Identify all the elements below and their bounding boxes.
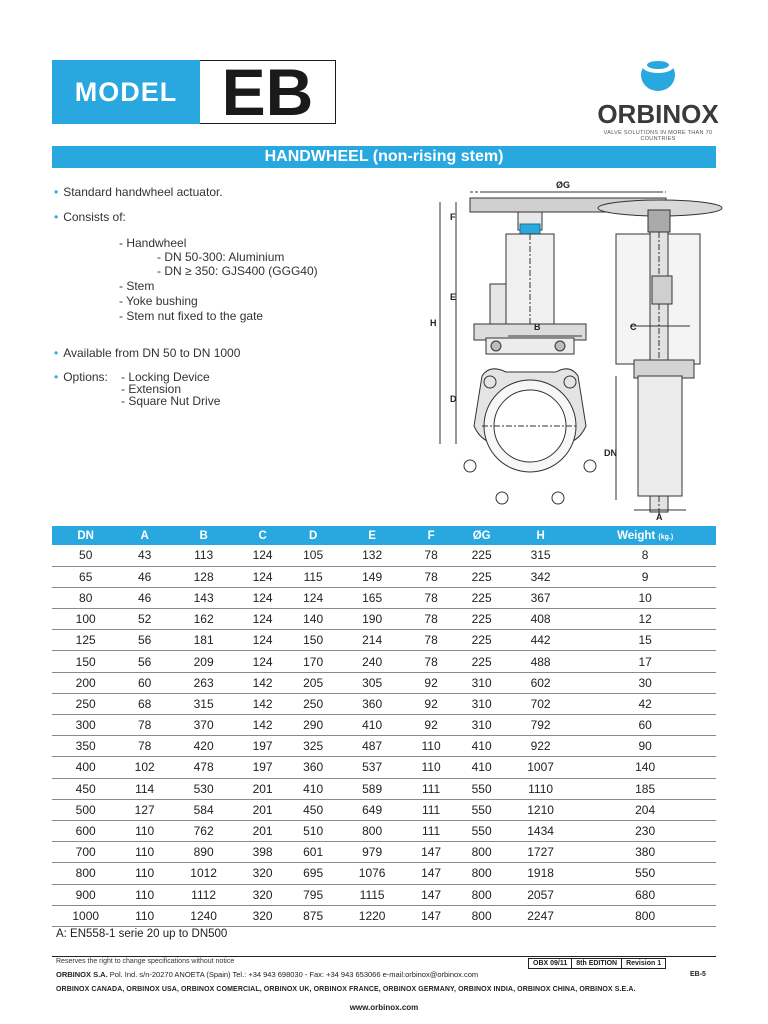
model-label-box: MODEL	[52, 60, 200, 124]
bullet-icon: •	[54, 346, 59, 360]
table-cell: 43	[119, 545, 170, 566]
table-cell: 702	[507, 693, 574, 714]
table-cell: 800	[52, 863, 119, 884]
table-cell: 150	[288, 630, 339, 651]
table-cell: 114	[119, 778, 170, 799]
table-cell: 190	[338, 609, 405, 630]
table-cell: 124	[288, 587, 339, 608]
table-cell: 800	[456, 842, 507, 863]
table-row	[52, 820, 716, 841]
table-cell: 310	[456, 672, 507, 693]
table-cell: 124	[237, 587, 288, 608]
table-cell: 300	[52, 715, 119, 736]
table-cell: 1210	[507, 799, 574, 820]
table-cell: 204	[574, 799, 716, 820]
table-cell: 147	[406, 842, 457, 863]
table-cell: 1240	[170, 905, 237, 926]
table-cell: 110	[119, 905, 170, 926]
table-cell: 115	[288, 566, 339, 587]
table-cell: 78	[406, 609, 457, 630]
table-cell: 600	[52, 820, 119, 841]
table-cell: 1007	[507, 757, 574, 778]
table-cell: 290	[288, 715, 339, 736]
table-cell: 400	[52, 757, 119, 778]
table-cell: 488	[507, 651, 574, 672]
table-row	[52, 799, 716, 820]
table-cell: 78	[406, 545, 457, 566]
revision-number: Revision 1	[626, 960, 662, 967]
col-weight-label: Weight	[617, 529, 656, 542]
table-cell: 250	[52, 693, 119, 714]
table-cell: 105	[288, 545, 339, 566]
table-cell: 602	[507, 672, 574, 693]
orbinox-logo-icon	[638, 56, 678, 92]
dim-label-b: B	[534, 322, 541, 332]
table-cell: 78	[406, 587, 457, 608]
table-cell: 111	[406, 820, 457, 841]
col-h: H	[507, 526, 574, 545]
col-weight-unit: (kg.)	[658, 533, 674, 541]
table-cell: 80	[52, 587, 119, 608]
table-cell: 2057	[507, 884, 574, 905]
table-cell: 1000	[52, 905, 119, 926]
company-name: ORBINOX S.A.	[56, 970, 108, 979]
table-cell: 132	[338, 545, 405, 566]
table-row	[52, 842, 716, 863]
part-handwheel: - Handwheel	[119, 236, 187, 250]
feature-consists-text: Consists of:	[63, 210, 126, 224]
table-cell: 149	[338, 566, 405, 587]
table-cell: 128	[170, 566, 237, 587]
table-cell: 380	[574, 842, 716, 863]
table-cell: 147	[406, 884, 457, 905]
table-cell: 310	[456, 693, 507, 714]
table-cell: 240	[338, 651, 405, 672]
table-cell: 46	[119, 587, 170, 608]
table-cell: 50	[52, 545, 119, 566]
table-cell: 410	[456, 736, 507, 757]
table-cell: 1918	[507, 863, 574, 884]
table-cell: 900	[52, 884, 119, 905]
dim-label-g: ØG	[556, 180, 571, 190]
table-cell: 792	[507, 715, 574, 736]
feature-standard	[54, 185, 223, 200]
specifications-table	[52, 526, 716, 927]
table-cell: 78	[406, 630, 457, 651]
table-cell: 398	[237, 842, 288, 863]
dim-label-f: F	[450, 212, 456, 222]
section-title: HANDWHEEL (non-rising stem)	[52, 146, 716, 168]
orbinox-logo	[590, 56, 726, 142]
footer-company-line	[56, 970, 478, 979]
table-cell: 110	[119, 842, 170, 863]
table-cell: 420	[170, 736, 237, 757]
table-cell: 197	[237, 757, 288, 778]
feature-available	[54, 346, 240, 361]
table-cell: 92	[406, 715, 457, 736]
table-cell: 979	[338, 842, 405, 863]
table-cell: 185	[574, 778, 716, 799]
table-cell: 197	[237, 736, 288, 757]
table-cell: 225	[456, 609, 507, 630]
table-cell: 230	[574, 820, 716, 841]
table-cell: 325	[288, 736, 339, 757]
table-cell: 649	[338, 799, 405, 820]
feature-standard-text: Standard handwheel actuator.	[63, 185, 223, 199]
footer-offices: ORBINOX CANADA, ORBINOX USA, ORBINOX COMERCIAL, ORBINOX UK, ORBINOX FRANCE, ORBINOX GERMANY, ORBINOX INDIA, ORBINOX CHINA, ORBINOX S.E.A.	[56, 986, 636, 993]
table-cell: 487	[338, 736, 405, 757]
table-row	[52, 778, 716, 799]
table-cell: 92	[406, 672, 457, 693]
table-cell: 90	[574, 736, 716, 757]
table-cell: 12	[574, 609, 716, 630]
table-cell: 124	[237, 609, 288, 630]
table-cell: 200	[52, 672, 119, 693]
bullet-icon: •	[54, 370, 59, 384]
table-cell: 700	[52, 842, 119, 863]
footer-website[interactable]: www.orbinox.com	[349, 1003, 419, 1012]
table-cell: 450	[288, 799, 339, 820]
table-cell: 30	[574, 672, 716, 693]
table-cell: 110	[119, 863, 170, 884]
table-cell: 110	[119, 884, 170, 905]
table-cell: 127	[119, 799, 170, 820]
table-cell: 209	[170, 651, 237, 672]
table-cell: 170	[288, 651, 339, 672]
table-cell: 800	[456, 884, 507, 905]
table-cell: 410	[288, 778, 339, 799]
table-cell: 142	[237, 715, 288, 736]
part-dn-small: - DN 50-300: Aluminium	[157, 250, 285, 264]
model-code-box: EB	[200, 60, 336, 124]
part-stem: - Stem	[119, 279, 155, 293]
table-cell: 162	[170, 609, 237, 630]
table-cell: 201	[237, 799, 288, 820]
table-cell: 584	[170, 799, 237, 820]
part-dn-large: - DN ≥ 350: GJS400 (GGG40)	[157, 264, 318, 278]
table-cell: 890	[170, 842, 237, 863]
table-cell: 56	[119, 651, 170, 672]
col-c: C	[237, 526, 288, 545]
table-cell: 550	[456, 820, 507, 841]
table-cell: 78	[406, 651, 457, 672]
table-cell: 695	[288, 863, 339, 884]
table-cell: 9	[574, 566, 716, 587]
table-cell: 360	[288, 757, 339, 778]
table-cell: 60	[574, 715, 716, 736]
table-cell: 140	[288, 609, 339, 630]
options-label: Options:	[63, 370, 108, 384]
table-cell: 550	[456, 778, 507, 799]
table-cell: 140	[574, 757, 716, 778]
valve-technical-drawing	[410, 176, 726, 522]
table-cell: 60	[119, 672, 170, 693]
table-cell: 1220	[338, 905, 405, 926]
table-cell: 113	[170, 545, 237, 566]
table-cell: 350	[52, 736, 119, 757]
table-cell: 410	[456, 757, 507, 778]
table-cell: 225	[456, 545, 507, 566]
col-a: A	[119, 526, 170, 545]
table-cell: 601	[288, 842, 339, 863]
footer-reserves: Reserves the right to change specifications without notice	[56, 958, 235, 965]
table-cell: 65	[52, 566, 119, 587]
dim-label-dn: DN	[604, 448, 617, 458]
table-cell: 92	[406, 693, 457, 714]
table-row	[52, 863, 716, 884]
table-cell: 110	[406, 757, 457, 778]
table-cell: 320	[237, 884, 288, 905]
edition-code: OBX 09/11	[529, 959, 572, 968]
table-cell: 110	[406, 736, 457, 757]
table-cell: 15	[574, 630, 716, 651]
table-cell: 147	[406, 905, 457, 926]
table-cell: 78	[119, 715, 170, 736]
table-footnote: A: EN558-1 serie 20 up to DN500	[56, 928, 228, 940]
table-header-row	[52, 526, 716, 545]
feature-available-text: Available from DN 50 to DN 1000	[63, 346, 241, 360]
table-cell: 1112	[170, 884, 237, 905]
table-row	[52, 693, 716, 714]
table-cell: 2247	[507, 905, 574, 926]
table-row	[52, 672, 716, 693]
table-cell: 42	[574, 693, 716, 714]
table-cell: 143	[170, 587, 237, 608]
feature-options	[54, 370, 108, 385]
table-cell: 124	[237, 651, 288, 672]
table-cell: 510	[288, 820, 339, 841]
table-cell: 150	[52, 651, 119, 672]
table-cell: 225	[456, 587, 507, 608]
brand-tagline: VALVE SOLUTIONS IN MORE THAN 70 COUNTRIES	[603, 130, 713, 142]
table-cell: 320	[237, 905, 288, 926]
col-dn: DN	[52, 526, 119, 545]
table-row	[52, 715, 716, 736]
table-cell: 800	[456, 905, 507, 926]
table-cell: 142	[237, 672, 288, 693]
table-cell: 360	[338, 693, 405, 714]
table-cell: 263	[170, 672, 237, 693]
table-cell: 800	[574, 905, 716, 926]
table-row	[52, 609, 716, 630]
table-cell: 367	[507, 587, 574, 608]
table-cell: 201	[237, 820, 288, 841]
table-cell: 795	[288, 884, 339, 905]
table-row	[52, 757, 716, 778]
table-cell: 124	[237, 545, 288, 566]
col-d: D	[288, 526, 339, 545]
table-row	[52, 736, 716, 757]
dim-label-d: D	[450, 394, 457, 404]
table-cell: 1434	[507, 820, 574, 841]
table-cell: 922	[507, 736, 574, 757]
table-cell: 110	[119, 820, 170, 841]
col-b: B	[170, 526, 237, 545]
table-row	[52, 587, 716, 608]
edition-number: 8th EDITION	[572, 959, 622, 968]
bullet-icon: •	[54, 185, 59, 199]
table-cell: 500	[52, 799, 119, 820]
dim-label-h: H	[430, 318, 437, 328]
table-cell: 102	[119, 757, 170, 778]
table-cell: 111	[406, 799, 457, 820]
bullet-icon: •	[54, 210, 59, 224]
col-e: E	[338, 526, 405, 545]
company-address: Pol. Ind. s/n-20270 ANOETA (Spain) Tel.: +34 943 698030 - Fax: +34 943 653066 e-mail:orbinox@orbinox.com	[109, 970, 479, 979]
table-cell: 800	[456, 863, 507, 884]
table-cell: 315	[170, 693, 237, 714]
col-f: F	[406, 526, 457, 545]
table-cell: 225	[456, 630, 507, 651]
table-cell: 478	[170, 757, 237, 778]
table-cell: 875	[288, 905, 339, 926]
table-cell: 320	[237, 863, 288, 884]
table-cell: 315	[507, 545, 574, 566]
table-cell: 589	[338, 778, 405, 799]
table-cell: 250	[288, 693, 339, 714]
table-cell: 10	[574, 587, 716, 608]
part-stem-nut: - Stem nut fixed to the gate	[119, 309, 264, 323]
col-weight	[574, 526, 716, 545]
table-cell: 1012	[170, 863, 237, 884]
table-cell: 214	[338, 630, 405, 651]
table-row	[52, 884, 716, 905]
dim-label-e: E	[450, 292, 457, 302]
table-cell: 56	[119, 630, 170, 651]
table-cell: 370	[170, 715, 237, 736]
table-row	[52, 566, 716, 587]
table-cell: 800	[338, 820, 405, 841]
table-cell: 125	[52, 630, 119, 651]
table-cell: 1727	[507, 842, 574, 863]
table-body	[52, 545, 716, 926]
page-code: EB-5	[690, 971, 706, 978]
table-cell: 124	[237, 566, 288, 587]
table-cell: 17	[574, 651, 716, 672]
dim-label-c: C	[630, 322, 637, 332]
table-cell: 205	[288, 672, 339, 693]
table-cell: 342	[507, 566, 574, 587]
table-cell: 225	[456, 566, 507, 587]
footer-divider	[52, 956, 716, 957]
table-cell: 450	[52, 778, 119, 799]
table-cell: 52	[119, 609, 170, 630]
table-cell: 537	[338, 757, 405, 778]
table-cell: 530	[170, 778, 237, 799]
table-cell: 305	[338, 672, 405, 693]
table-cell: 142	[237, 693, 288, 714]
option-extension: - Extension	[121, 382, 182, 396]
table-cell: 310	[456, 715, 507, 736]
table-cell: 181	[170, 630, 237, 651]
table-cell: 8	[574, 545, 716, 566]
table-cell: 225	[456, 651, 507, 672]
edition-box	[528, 958, 666, 969]
table-cell: 550	[456, 799, 507, 820]
table-cell: 408	[507, 609, 574, 630]
table-row	[52, 651, 716, 672]
table-cell: 124	[237, 630, 288, 651]
table-row	[52, 545, 716, 566]
table-cell: 78	[119, 736, 170, 757]
table-row	[52, 630, 716, 651]
table-cell: 111	[406, 778, 457, 799]
table-cell: 68	[119, 693, 170, 714]
table-cell: 78	[406, 566, 457, 587]
table-cell: 680	[574, 884, 716, 905]
table-cell: 1110	[507, 778, 574, 799]
part-yoke: - Yoke bushing	[119, 294, 198, 308]
table-cell: 410	[338, 715, 405, 736]
table-cell: 165	[338, 587, 405, 608]
table-cell: 147	[406, 863, 457, 884]
table-cell: 100	[52, 609, 119, 630]
table-cell: 442	[507, 630, 574, 651]
table-cell: 550	[574, 863, 716, 884]
table-cell: 201	[237, 778, 288, 799]
dim-label-a: A	[656, 512, 663, 522]
option-locking: - Locking Device	[121, 370, 210, 384]
table-cell: 46	[119, 566, 170, 587]
brand-name: ORBINOX	[597, 99, 719, 129]
table-cell: 1076	[338, 863, 405, 884]
feature-consists	[54, 210, 126, 225]
option-square-nut: - Square Nut Drive	[121, 394, 221, 408]
col-g: ØG	[456, 526, 507, 545]
table-row	[52, 905, 716, 926]
table-cell: 1115	[338, 884, 405, 905]
table-cell: 762	[170, 820, 237, 841]
